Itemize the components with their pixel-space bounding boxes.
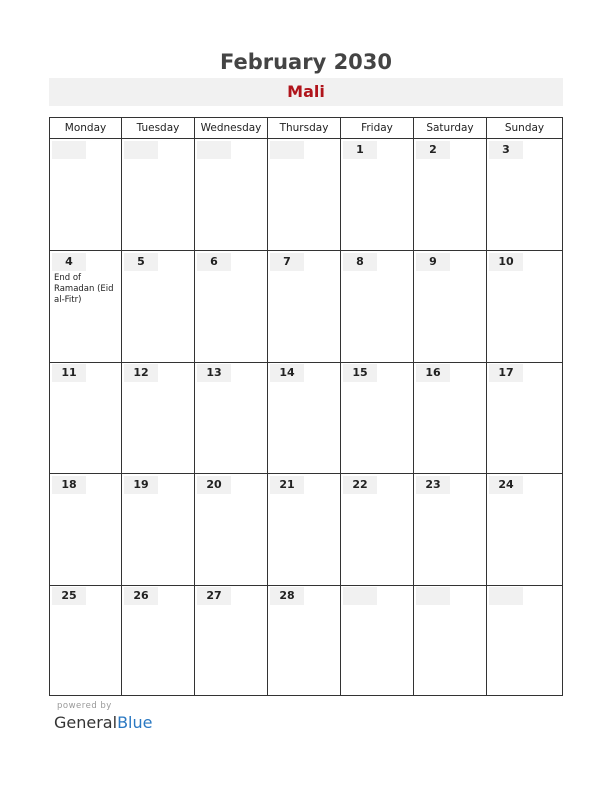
week-row: [50, 585, 562, 695]
day-cell: [195, 139, 268, 250]
day-number: 5: [124, 253, 158, 271]
day-number: 9: [416, 253, 450, 271]
day-cell: [487, 474, 562, 585]
day-cell: [122, 585, 195, 695]
day-cell: [50, 474, 122, 585]
day-number: 12: [124, 364, 158, 382]
day-number: 15: [343, 364, 377, 382]
country-bar: [49, 78, 563, 106]
day-cell: [341, 362, 414, 473]
day-number: [416, 587, 450, 605]
day-cell: [341, 585, 414, 695]
day-number: 20: [197, 476, 231, 494]
day-number: 28: [270, 587, 304, 605]
page-title: February 2030: [219, 50, 393, 74]
day-cell: [195, 362, 268, 473]
weekday-header: Thursday: [268, 118, 341, 138]
weekday-header: Wednesday: [195, 118, 268, 138]
day-number: 25: [52, 587, 86, 605]
day-number: [197, 141, 231, 159]
day-number: 23: [416, 476, 450, 494]
day-cell: [414, 474, 487, 585]
day-number: [52, 141, 86, 159]
day-number: 4: [52, 253, 86, 271]
day-number: 7: [270, 253, 304, 271]
day-number: 24: [489, 476, 523, 494]
day-cell: [268, 474, 341, 585]
day-number: 8: [343, 253, 377, 271]
holiday-label: End of Ramadan (Eid al-Fitr): [54, 273, 114, 305]
day-cell: [487, 251, 562, 362]
day-cell: [122, 251, 195, 362]
day-number: 17: [489, 364, 523, 382]
day-cell: [414, 585, 487, 695]
day-number: 14: [270, 364, 304, 382]
day-cell: [341, 139, 414, 250]
day-number: 1: [343, 141, 377, 159]
day-cell: [268, 139, 341, 250]
day-number: [270, 141, 304, 159]
day-cell: [414, 362, 487, 473]
day-number: [489, 587, 523, 605]
weekday-header: Tuesday: [122, 118, 195, 138]
weekday-header: Saturday: [414, 118, 487, 138]
calendar-grid: [49, 117, 563, 696]
day-cell: [341, 251, 414, 362]
day-cell: [122, 362, 195, 473]
day-cell: [195, 585, 268, 695]
day-number: 2: [416, 141, 450, 159]
week-row: [50, 362, 562, 474]
day-cell: [414, 251, 487, 362]
day-cell: [50, 139, 122, 250]
day-cell: [487, 139, 562, 250]
day-number: [343, 587, 377, 605]
day-cell: [50, 362, 122, 473]
day-cell: [195, 251, 268, 362]
day-number: 3: [489, 141, 523, 159]
weekday-header: Friday: [341, 118, 414, 138]
day-number: 13: [197, 364, 231, 382]
day-cell: [50, 251, 122, 362]
week-row: [50, 139, 562, 251]
day-number: 10: [489, 253, 523, 271]
country-name: Mali: [287, 82, 325, 101]
day-cell: [268, 362, 341, 473]
day-cell: [50, 585, 122, 695]
day-cell: [487, 585, 562, 695]
day-cell: [122, 139, 195, 250]
brand-logo-blue: Blue: [117, 713, 153, 732]
day-number: 18: [52, 476, 86, 494]
weekday-header: Monday: [50, 118, 122, 138]
day-number: 16: [416, 364, 450, 382]
day-number: 27: [197, 587, 231, 605]
day-cell: [122, 474, 195, 585]
weekday-header-row: [50, 118, 562, 139]
day-number: 22: [343, 476, 377, 494]
day-cell: [341, 474, 414, 585]
day-number: [124, 141, 158, 159]
day-cell: [195, 474, 268, 585]
day-number: 19: [124, 476, 158, 494]
day-number: 6: [197, 253, 231, 271]
day-cell: [487, 362, 562, 473]
day-cell: [268, 251, 341, 362]
day-cell: [268, 585, 341, 695]
brand-logo-general: General: [54, 713, 118, 732]
day-cell: [414, 139, 487, 250]
day-number: 26: [124, 587, 158, 605]
week-row: [50, 251, 562, 363]
brand-logo: [54, 713, 152, 733]
day-number: 21: [270, 476, 304, 494]
weekday-header: Sunday: [504, 122, 545, 134]
day-number: 11: [52, 364, 86, 382]
powered-by-label: powered by: [57, 701, 112, 711]
week-row: [50, 474, 562, 586]
